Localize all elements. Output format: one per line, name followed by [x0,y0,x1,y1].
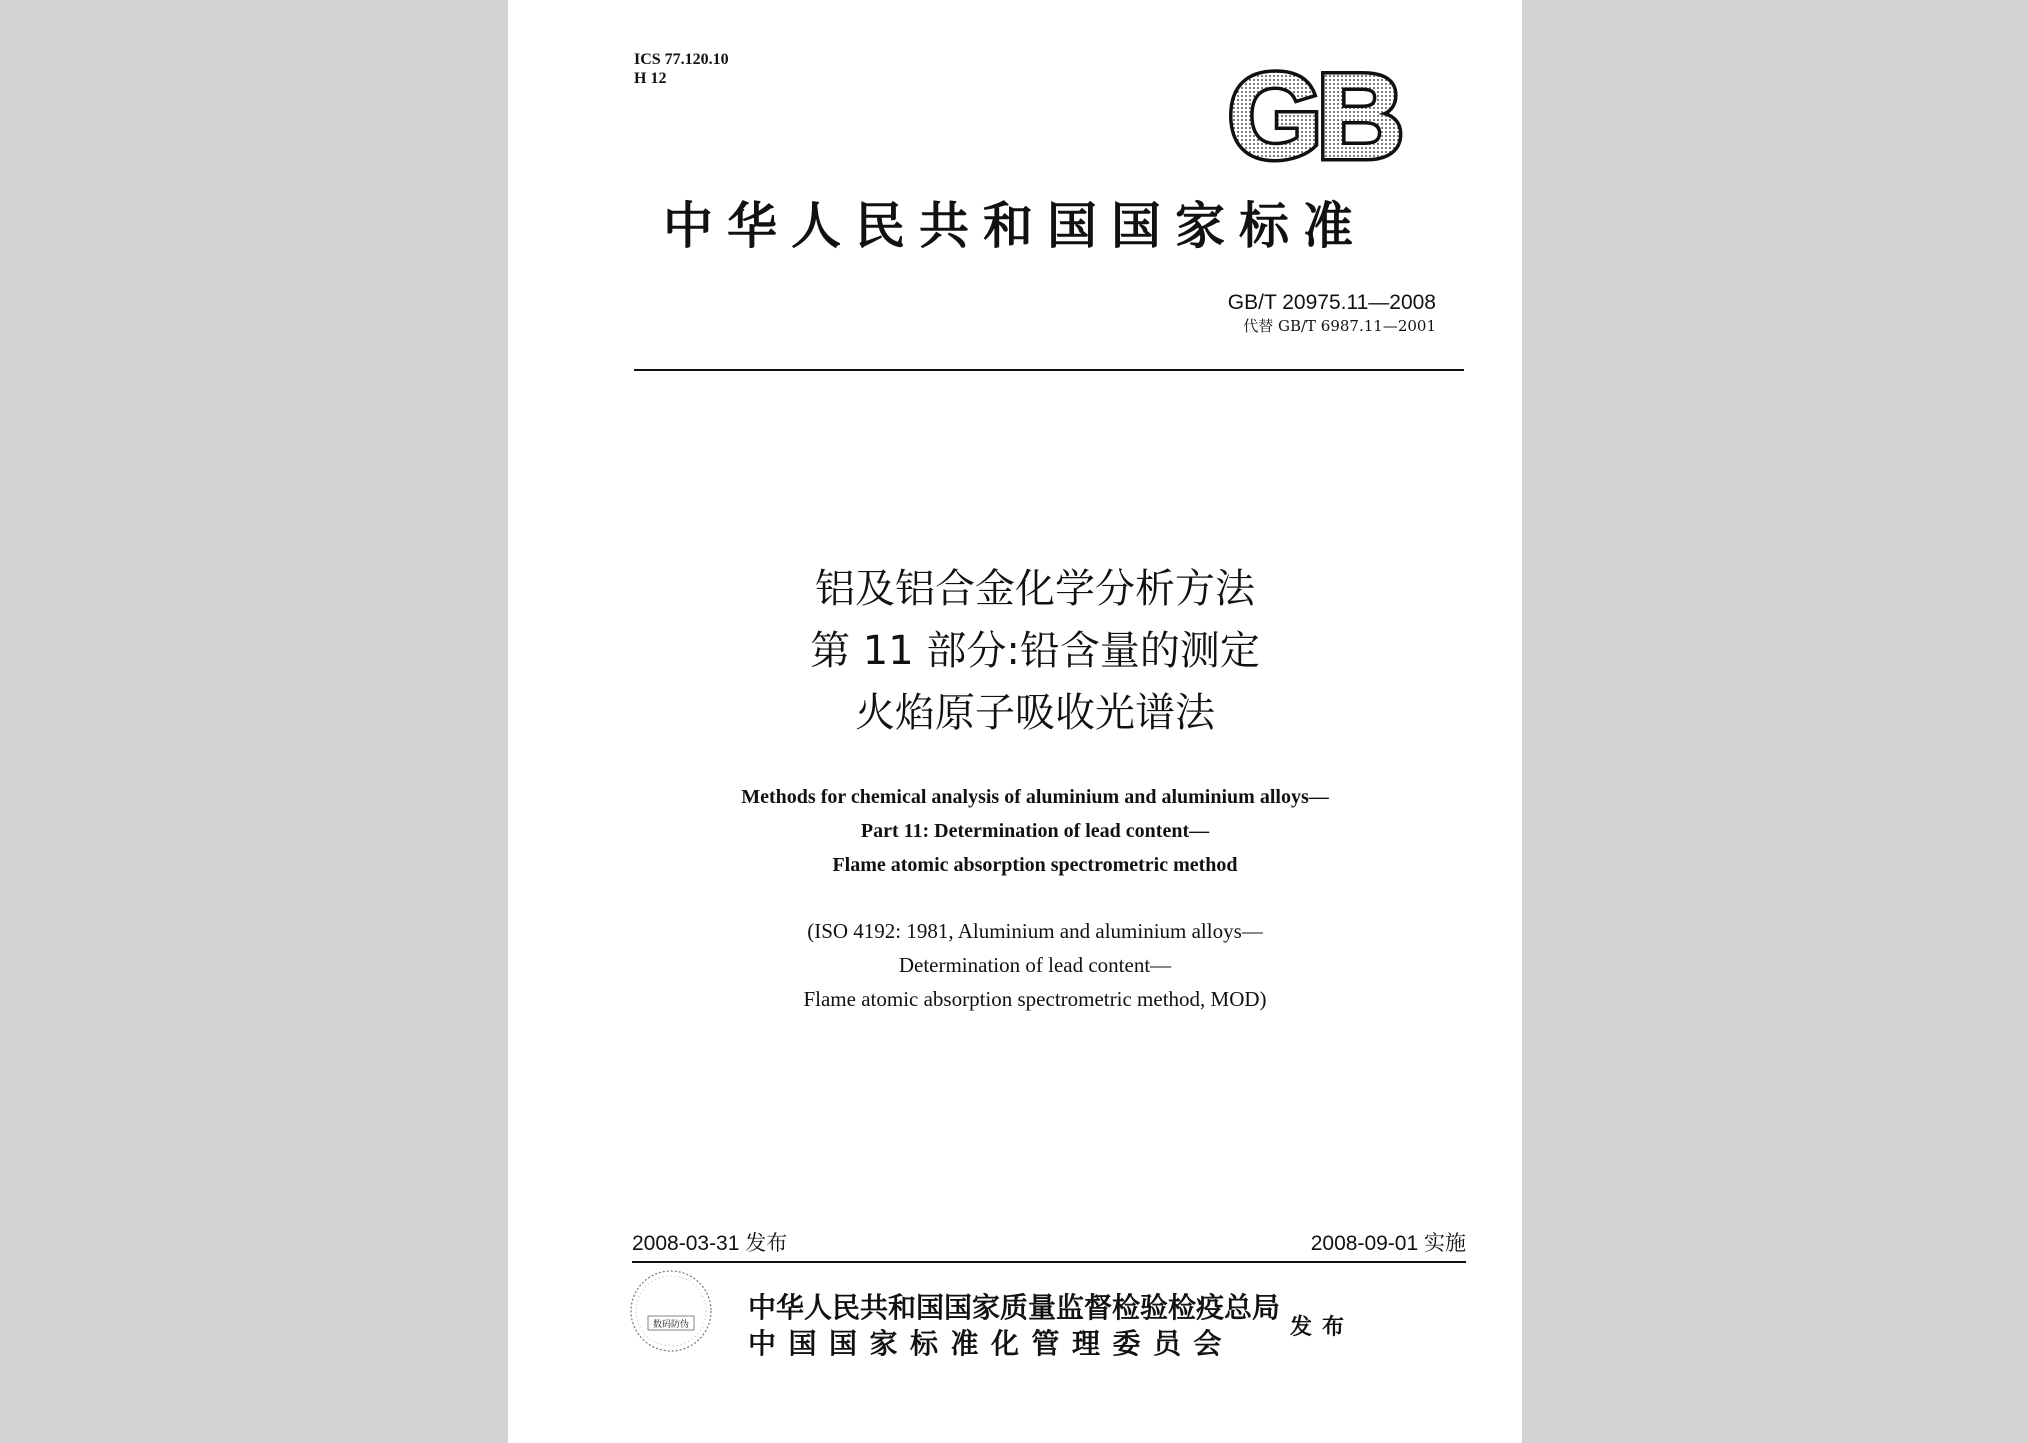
implementation-date: 2008-09-01 实施 [1310,1232,1466,1255]
iso-reference-line2: Determination of lead content— [898,953,1172,977]
gb-logo [1208,58,1418,172]
iso-reference-line3: Flame atomic absorption spectrometric method, MOD) [803,987,1267,1011]
chinese-title [508,558,1562,744]
publish-label: 发布 [1290,1314,1355,1340]
gb-logo-letters: GB [1227,58,1399,172]
chinese-title-line2: 第 11 部分:铅含量的测定 [810,628,1260,674]
anti-counterfeit-seal [626,1266,716,1356]
standard-number-block [1228,290,1436,336]
document-page [508,0,1522,1443]
english-title-line3: Flame atomic absorption spectrometric method [832,854,1238,876]
seal-text: 数码防伪 [652,1320,690,1330]
national-standard-title: 中华人民共和国国家标准 [663,196,1367,255]
replaces-standard: 代替 GB/T 6987.11—2001 [1243,317,1436,335]
chinese-title-line3: 火焰原子吸收光谱法 [855,690,1215,736]
ics-code: ICS 77.120.10 [634,51,729,68]
gb-logo-graphic [1208,58,1418,172]
english-title [508,780,1562,882]
standard-number: GB/T 20975.11—2008 [1227,291,1436,314]
issue-date: 2008-03-31 发布 [632,1232,788,1255]
ccs-code: H 12 [634,70,667,87]
bottom-divider [632,1261,1466,1263]
issuer-sac: 中国国家标准化管理委员会 [748,1327,1235,1360]
iso-reference [508,914,1562,1016]
issuing-authorities [748,1290,1280,1362]
issuer-aqsiq: 中华人民共和国国家质量监督检验检疫总局 [748,1291,1281,1324]
english-title-line1: Methods for chemical analysis of aluminium and aluminium alloys— [741,786,1329,808]
seal-icon [626,1266,716,1356]
chinese-title-line1: 铝及铝合金化学分析方法 [815,566,1255,612]
english-title-line2: Part 11: Determination of lead content— [860,820,1210,842]
top-divider [634,369,1464,371]
iso-reference-line1: (ISO 4192: 1981, Aluminium and aluminium alloys— [807,919,1263,943]
classification-codes [634,50,729,88]
